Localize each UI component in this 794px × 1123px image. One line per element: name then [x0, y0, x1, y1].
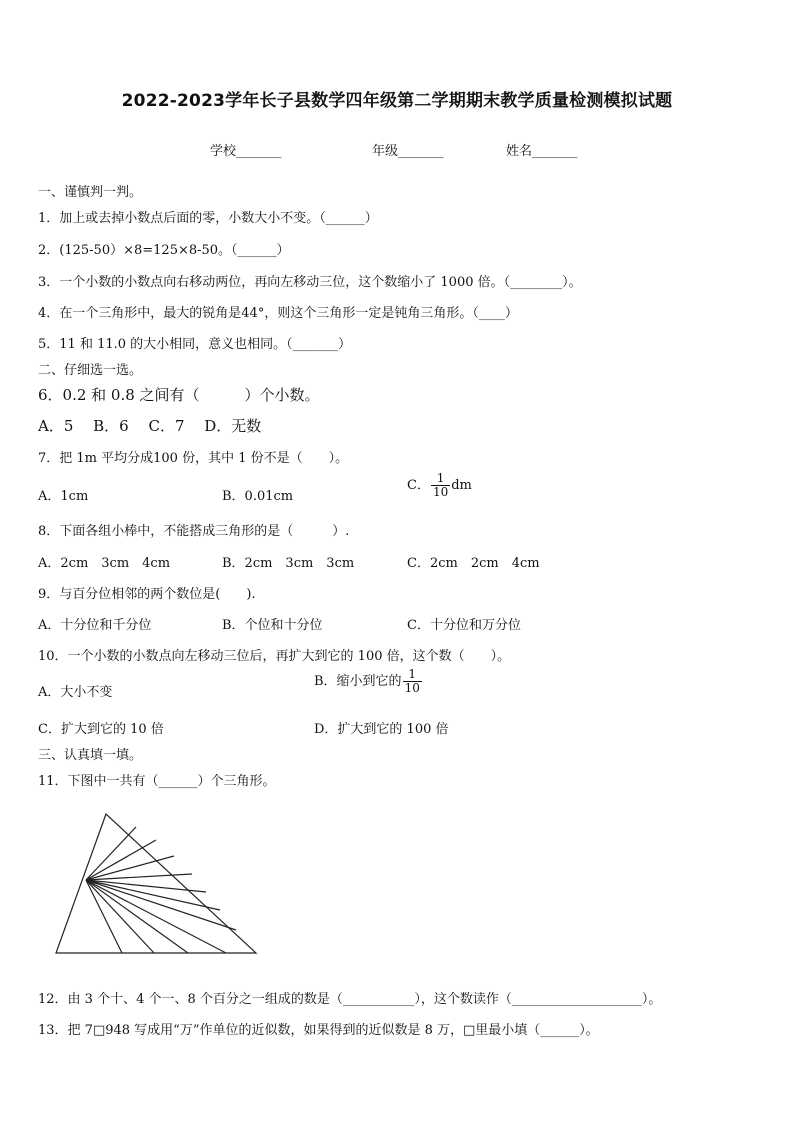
question-10: 10．一个小数的小数点向左移动三位后，再扩大到它的 100 倍，这个数（ ）。: [38, 649, 511, 664]
question-5: 5．11 和 11.0 的大小相同，意义也相同。（_______）: [38, 337, 352, 352]
option-c-unit: dm: [451, 478, 472, 494]
question-2: 2．(125-50）×8=125×8-50。（______）: [38, 243, 290, 258]
question-11: 11．下图中一共有（______）个三角形。: [38, 774, 276, 789]
ray-line: [86, 880, 226, 953]
fraction-denominator: 10: [432, 485, 449, 500]
question-8: 8．下面各组小棒中，不能搭成三角形的是（ ）.: [38, 524, 350, 539]
fraction-numerator: 1: [436, 471, 445, 485]
fraction-denominator: 10: [404, 681, 420, 696]
question-8-option-c: C．2cm 2cm 4cm: [407, 556, 540, 571]
question-10-option-a: A．大小不变: [38, 685, 113, 700]
fraction-one-tenth: [403, 668, 422, 695]
ray-line: [86, 880, 122, 953]
section-heading-judge: 一、谨慎判一判。: [38, 185, 143, 200]
question-10-option-d: D．扩大到它的 100 倍: [314, 722, 449, 737]
triangle-figure: [50, 810, 265, 960]
school-field: 学校_______: [210, 144, 282, 159]
fraction-one-tenth: [431, 472, 450, 499]
option-b-prefix: B．缩小到它的: [314, 674, 402, 690]
question-8-option-a: A．2cm 3cm 4cm: [38, 556, 171, 571]
question-9-option-b: B．个位和十分位: [222, 618, 323, 633]
question-7-option-b: B．0.01cm: [222, 489, 294, 504]
ray-line: [86, 827, 136, 880]
exam-title: 2022-2023学年长子县数学四年级第二学期期末教学质量检测模拟试题: [121, 91, 673, 111]
outer-triangle: [56, 814, 256, 953]
question-7-option-c: [407, 472, 472, 499]
question-6-options: A．5 B．6 C．7 D．无数: [38, 417, 262, 435]
question-9: 9．与百分位相邻的两个数位是( ).: [38, 587, 256, 602]
fraction-numerator: 1: [408, 667, 417, 681]
question-7: 7．把 1m 平均分成100 份，其中 1 份不是（ ）。: [38, 451, 349, 466]
question-12: 12．由 3 个十、4 个一、8 个百分之一组成的数是（___________），这个数读作（____________________）。: [38, 992, 662, 1007]
section-heading-fill: 三、认真填一填。: [38, 748, 143, 763]
question-4: 4．在一个三角形中，最大的锐角是44°，则这个三角形一定是钝角三角形。（____）: [38, 306, 518, 321]
ray-line: [86, 856, 174, 880]
grade-field: 年级_______: [372, 144, 444, 159]
question-13: 13．把 7□948 写成用“万”作单位的近似数，如果得到的近似数是 8 万，□里最小填（______）。: [38, 1023, 599, 1038]
question-10-option-b: [314, 668, 423, 695]
name-field: 姓名_______: [506, 144, 578, 159]
question-9-option-a: A．十分位和千分位: [38, 618, 152, 633]
question-8-option-b: B．2cm 3cm 3cm: [222, 556, 355, 571]
question-3: 3．一个小数的小数点向右移动两位，再向左移动三位，这个数缩小了 1000 倍。（________）。: [38, 275, 582, 290]
question-6: 6．0.2 和 0.8 之间有（ ）个小数。: [38, 386, 320, 404]
option-c-prefix: C．: [407, 478, 430, 494]
question-9-option-c: C．十分位和万分位: [407, 618, 521, 633]
question-7-option-a: A．1cm: [38, 489, 89, 504]
ray-line: [86, 840, 156, 880]
section-heading-choose: 二、仔细选一选。: [38, 363, 143, 378]
question-1: 1．加上或去掉小数点后面的零，小数大小不变。（______）: [38, 211, 378, 226]
question-10-option-c: C．扩大到它的 10 倍: [38, 722, 164, 737]
